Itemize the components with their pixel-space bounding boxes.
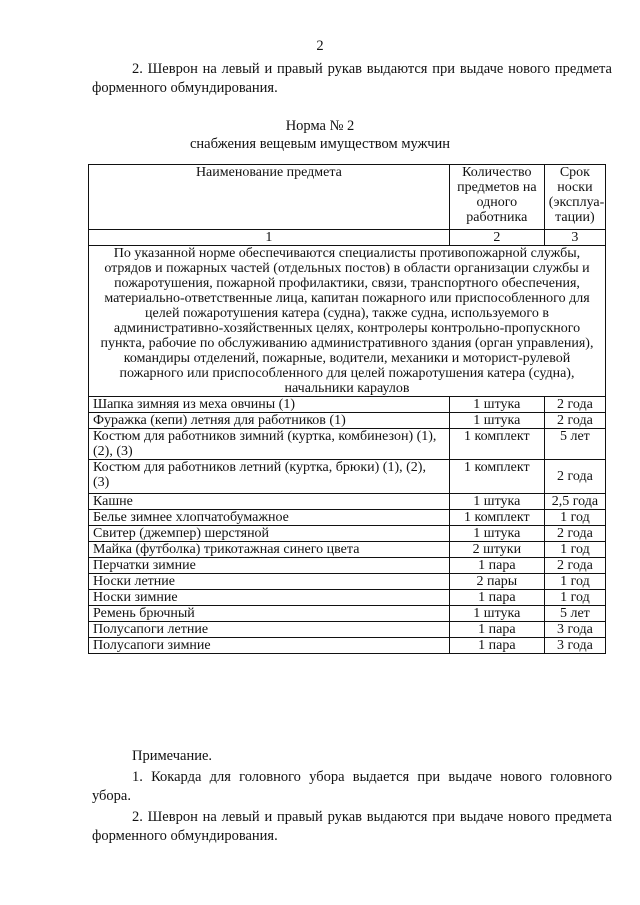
item-name: Костюм для работников летний (куртка, брюки) (1), (2), (3) xyxy=(89,460,450,494)
table-row xyxy=(89,542,606,558)
supply-norm-table xyxy=(88,164,606,654)
page-number: 2 xyxy=(316,38,324,54)
item-term: 2,5 года xyxy=(544,494,605,510)
item-name: Фуражка (кепи) летняя для работников (1) xyxy=(89,413,450,429)
item-quantity: 1 штука xyxy=(449,606,544,622)
table-row xyxy=(89,510,606,526)
table-row xyxy=(89,638,606,654)
item-quantity: 1 комплект xyxy=(449,429,544,460)
item-term: 5 лет xyxy=(544,606,605,622)
top-paragraph: 2. Шеврон на левый и правый рукав выдаются при выдаче нового предмета форменного обмундирования. xyxy=(92,61,612,96)
item-term: 3 года xyxy=(544,638,605,654)
table-row xyxy=(89,494,606,510)
item-quantity: 2 пары xyxy=(449,574,544,590)
item-term: 2 года xyxy=(544,558,605,574)
item-quantity: 1 комплект xyxy=(449,510,544,526)
item-term: 1 год xyxy=(544,510,605,526)
item-term: 2 года xyxy=(544,460,605,494)
item-name: Шапка зимняя из меха овчины (1) xyxy=(89,397,450,413)
item-quantity: 1 штука xyxy=(449,494,544,510)
item-term: 5 лет xyxy=(544,429,605,460)
header-quantity: Количество предметов на одного работника xyxy=(449,165,544,230)
item-name: Перчатки зимние xyxy=(89,558,450,574)
column-number-row xyxy=(89,230,606,246)
item-name: Белье зимнее хлопчатобумажное xyxy=(89,510,450,526)
table-header-row xyxy=(89,165,606,230)
item-quantity: 1 пара xyxy=(449,622,544,638)
table-row xyxy=(89,590,606,606)
table-row xyxy=(89,526,606,542)
item-quantity: 1 штука xyxy=(449,413,544,429)
item-quantity: 1 штука xyxy=(449,397,544,413)
item-term: 2 года xyxy=(544,526,605,542)
column-number: 1 xyxy=(89,230,450,246)
table-row xyxy=(89,622,606,638)
note-item-1: 1. Кокарда для головного убора выдается при выдаче нового головного убора. xyxy=(92,769,612,804)
column-number: 3 xyxy=(544,230,605,246)
note-item-2: 2. Шеврон на левый и правый рукав выдаются при выдаче нового предмета форменного обмундирования. xyxy=(92,809,612,844)
norm-subtitle: снабжения вещевым имуществом мужчин xyxy=(189,136,451,152)
item-name: Свитер (джемпер) шерстяной xyxy=(89,526,450,542)
item-quantity: 1 пара xyxy=(449,638,544,654)
note-title: Примечание. xyxy=(132,748,213,764)
item-name: Носки зимние xyxy=(89,590,450,606)
item-term: 1 год xyxy=(544,542,605,558)
item-name: Кашне xyxy=(89,494,450,510)
table-row xyxy=(89,460,606,494)
item-quantity: 1 пара xyxy=(449,590,544,606)
item-quantity: 1 штука xyxy=(449,526,544,542)
table-row xyxy=(89,558,606,574)
item-name: Костюм для работников зимний (куртка, комбинезон) (1), (2), (3) xyxy=(89,429,450,460)
item-term: 1 год xyxy=(544,590,605,606)
item-name: Полусапоги летние xyxy=(89,622,450,638)
table-row xyxy=(89,413,606,429)
header-term: Срок носки (эксплуа-тации) xyxy=(544,165,605,230)
item-name: Полусапоги зимние xyxy=(89,638,450,654)
item-quantity: 1 пара xyxy=(449,558,544,574)
table-row xyxy=(89,429,606,460)
item-term: 3 года xyxy=(544,622,605,638)
column-number: 2 xyxy=(449,230,544,246)
table-row xyxy=(89,397,606,413)
item-term: 2 года xyxy=(544,397,605,413)
intro-row xyxy=(89,246,606,397)
item-name: Ремень брючный xyxy=(89,606,450,622)
item-quantity: 1 комплект xyxy=(449,460,544,494)
item-term: 2 года xyxy=(544,413,605,429)
table-row xyxy=(89,574,606,590)
item-name: Носки летние xyxy=(89,574,450,590)
intro-text: По указанной норме обеспечиваются специалисты противопожарной службы, отрядов и пожарных частей (отдельных постов) в области организации службы и пожаротушения, пожарной профилактики, связи, транспортного обеспечения, материально-ответственные лица, капитан пожарного или приспособленного для целей пожаротушения катера (судна), также судна, используемого в административно-хозяйственных целях, контролеры контрольно-пропускного пункта, рабочие по обслуживанию административного здания (орган управления), командиры отделений, пожарные, водители, механики и моторист-рулевой пожарного или приспособленного для целей пожаротушения катера (судна), начальники караулов xyxy=(89,246,606,397)
item-name: Майка (футболка) трикотажная синего цвета xyxy=(89,542,450,558)
header-item-name: Наименование предмета xyxy=(89,165,450,230)
item-quantity: 2 штуки xyxy=(449,542,544,558)
item-term: 1 год xyxy=(544,574,605,590)
table-row xyxy=(89,606,606,622)
norm-title: Норма № 2 xyxy=(285,118,355,134)
